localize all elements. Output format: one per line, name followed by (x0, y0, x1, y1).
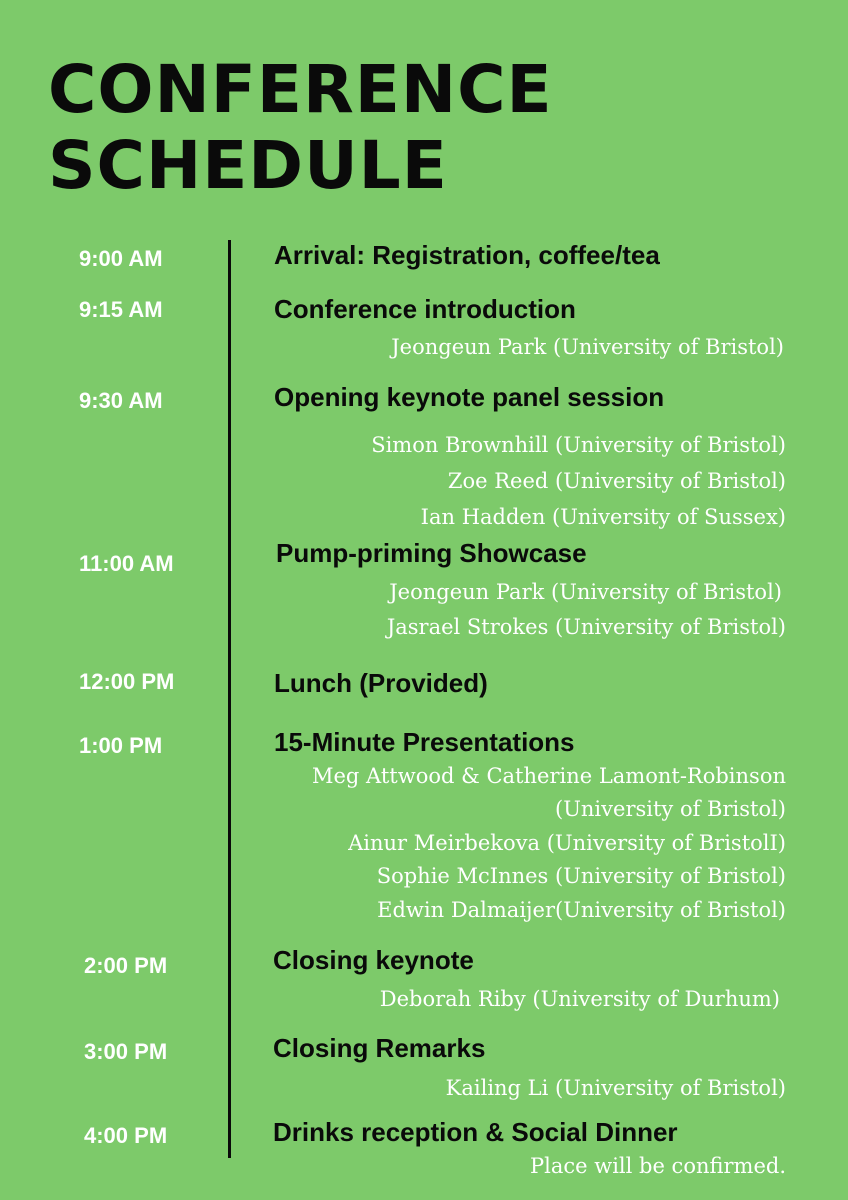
session-heading: Arrival: Registration, coffee/tea (274, 240, 660, 270)
speaker-name: Edwin Dalmaijer(University of Bristol) (377, 898, 786, 922)
speaker-name: Sophie McInnes (University of Bristol) (376, 864, 786, 888)
session-heading: Conference introduction (274, 294, 576, 324)
speaker-name: Meg Attwood & Catherine Lamont-Robinson (312, 764, 786, 788)
speaker-name: Kailing Li (University of Bristol) (445, 1076, 786, 1100)
session-heading: Drinks reception & Social Dinner (273, 1117, 678, 1147)
speaker-name: Ian Hadden (University of Sussex) (420, 505, 786, 529)
speaker-name: Simon Brownhill (University of Bristol) (371, 433, 786, 457)
timeline-divider (228, 240, 231, 1158)
venue-note: Place will be confirmed. (529, 1154, 786, 1178)
speaker-affiliation: (University of Bristol) (555, 797, 786, 821)
time-label: 11:00 AM (79, 551, 174, 576)
speaker-name: Jasrael Strokes (University of Bristol) (386, 615, 786, 639)
speaker-name: Jeongeun Park (University of Bristol) (389, 580, 782, 604)
time-label: 4:00 PM (84, 1123, 168, 1148)
session-heading: Lunch (Provided) (274, 668, 488, 698)
speaker-name: Ainur Meirbekova (University of BristolI) (348, 831, 786, 855)
session-heading: 15-Minute Presentations (274, 727, 575, 757)
title-line-2: SCHEDULE (48, 127, 448, 204)
time-label: 9:15 AM (79, 297, 163, 322)
session-heading: Opening keynote panel session (274, 382, 665, 412)
session-heading: Closing keynote (273, 945, 474, 975)
time-label: 9:00 AM (79, 246, 163, 271)
title-line-1: CONFERENCE (48, 51, 553, 128)
time-label: 9:30 AM (79, 388, 163, 413)
session-heading: Closing Remarks (273, 1033, 486, 1063)
time-label: 1:00 PM (79, 733, 163, 758)
speaker-name: Deborah Riby (University of Durhum) (379, 987, 780, 1011)
time-label: 2:00 PM (84, 953, 168, 978)
speaker-name: Zoe Reed (University of Bristol) (447, 469, 786, 493)
session-heading: Pump-priming Showcase (276, 538, 587, 568)
page-title (48, 52, 808, 204)
time-label: 12:00 PM (79, 669, 175, 694)
time-label: 3:00 PM (84, 1039, 168, 1064)
speaker-name: Jeongeun Park (University of Bristol) (391, 335, 784, 359)
